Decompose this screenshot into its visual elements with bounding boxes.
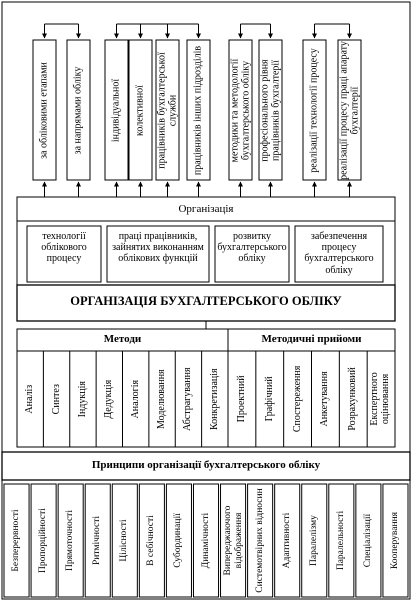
principle-item-2: Пропорційності	[38, 508, 49, 573]
organization-label: Організація	[178, 203, 234, 215]
principle-item-6: В себічності	[146, 515, 157, 566]
principle-item-7: Субординації	[173, 513, 184, 568]
method-item-6: Моделювання	[155, 369, 167, 429]
principle-item-10: Системотвірних відносин	[255, 488, 265, 593]
principle-item-14: Спеціалізації	[363, 513, 374, 568]
principle-item-5: Цілісності	[119, 519, 130, 562]
top-box-label-4: колективної	[134, 84, 146, 136]
principle-item-3: Прямоточності	[65, 509, 76, 571]
top-box-label-10: реалізації процесу праці апарату бухгалтерії	[337, 40, 360, 180]
techniques-header: Методичні прийоми	[261, 333, 362, 345]
main-title: ОРГАНІЗАЦІЯ БУХГАЛТЕРСЬКОГО ОБЛІКУ	[70, 294, 342, 308]
top-box-label-9: реалізації технології процесу	[308, 47, 320, 173]
principle-item-11: Адаптивності	[282, 512, 293, 569]
top-box-label-6: працівників інших підрозділів	[192, 45, 204, 175]
principles-header: Принципи організації бухгалтерського обліку	[91, 459, 321, 471]
organization-sub-label-3: розвитку бухгалтерського обліку	[217, 231, 287, 265]
principle-item-13: Паралельності	[336, 510, 347, 571]
organization-sub-label-2: праці працівників, зайнятих виконанням облікових функцій	[112, 231, 204, 265]
top-box-label-8: професіонального рівня працівників бухгалтерії	[258, 58, 281, 162]
top-box-label-3: індивідуальної	[110, 78, 122, 142]
principle-item-12: Паралелізму	[309, 515, 320, 566]
principle-item-8: Динамічності	[200, 512, 211, 569]
top-box-label-5: працівників бухгалтерської служби	[155, 51, 178, 169]
method-item-4: Дедукція	[102, 379, 114, 419]
method-item-3: Індукція	[76, 380, 88, 418]
technique-item-3: Спостереження	[291, 365, 303, 433]
top-box-label-7: методики та методології бухгалтерського обліку	[228, 58, 251, 162]
principle-item-9: Випереджаючого відображення	[222, 505, 244, 576]
methods-header: Методи	[103, 333, 142, 345]
method-item-8: Конкретизація	[208, 368, 220, 430]
technique-item-5: Розрахунковий	[346, 367, 358, 431]
principle-item-15: Кооперування	[390, 511, 401, 570]
technique-item-1: Проектний	[235, 375, 247, 423]
technique-item-2: Графічний	[263, 376, 275, 422]
principle-item-1: Безперервності	[11, 509, 22, 572]
method-item-7: Абстрагування	[182, 367, 194, 431]
top-box-label-1: за обліковими етапами	[38, 61, 50, 159]
method-item-5: Аналогія	[129, 379, 141, 419]
technique-item-6: Експертного оцінювання	[369, 372, 392, 426]
method-item-2: Синтез	[50, 383, 62, 415]
top-box-label-2: за напрямами обліку	[72, 66, 84, 154]
organization-sub-label-1: технології облікового процесу	[41, 231, 87, 265]
technique-item-4: Анкетування	[319, 371, 331, 427]
organization-sub-label-4: забезпечення процесу бухгалтерського обліку	[304, 231, 374, 276]
principle-item-4: Ритмічності	[92, 515, 103, 565]
method-item-1: Аналіз	[23, 384, 35, 414]
